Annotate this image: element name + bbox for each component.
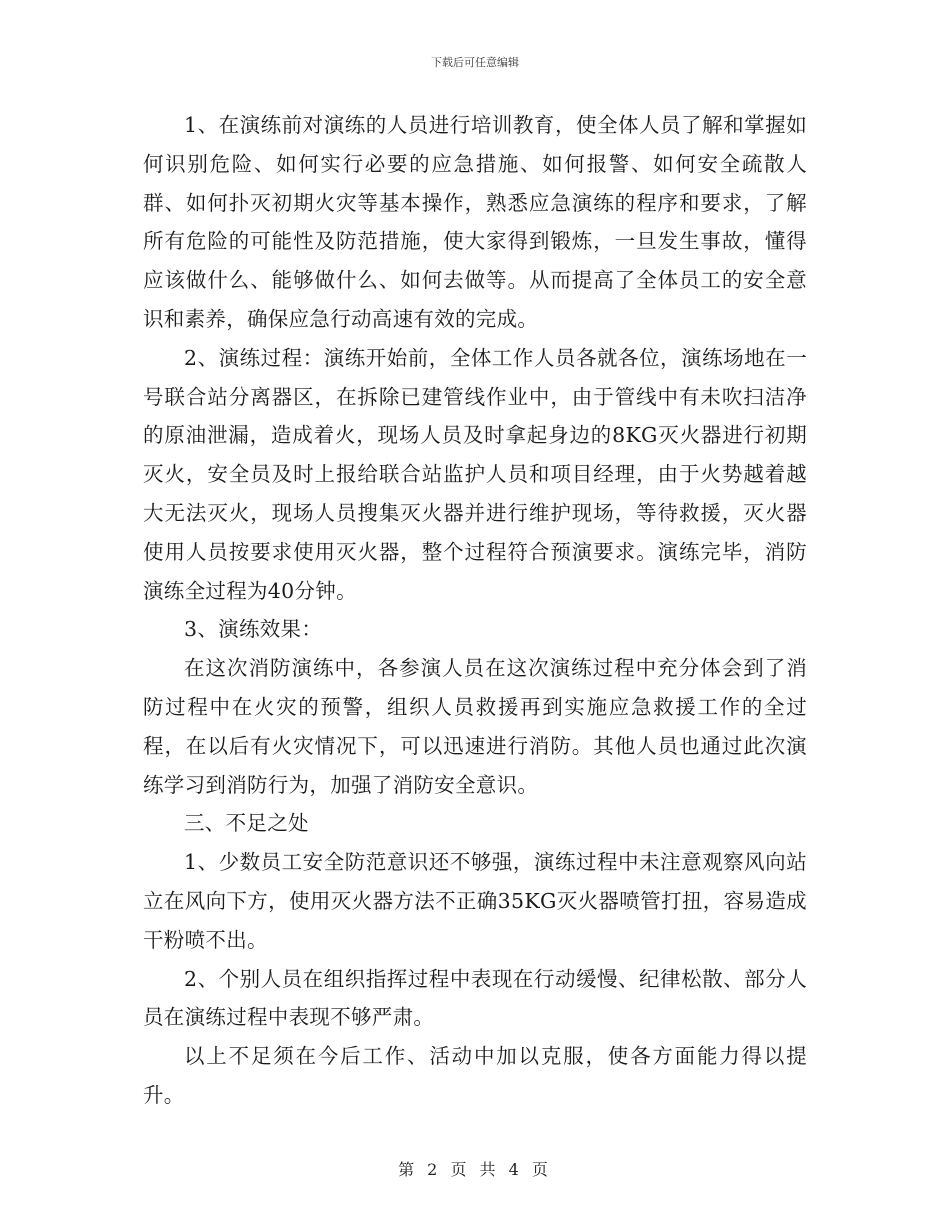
page-number-footer: 第 2 页 共 4 页 [398, 1160, 552, 1179]
paragraph-shortcoming-2: 2、个别人员在组织指挥过程中表现在行动缓慢、纪律松散、部分人员在演练过程中表现不够严肃。 [143, 966, 807, 1030]
paragraph-drill-effect: 在这次消防演练中，各参演人员在这次演练过程中充分体会到了消防过程中在火灾的预警，组织人员救援再到实施应急救援工作的全过程，在以后有火灾情况下，可以迅速进行消防。其他人员也通过此次演练学习到消防行为，加强了消防安全意识。 [143, 656, 807, 797]
paragraph-conclusion: 以上不足须在今后工作、活动中加以克服，使各方面能力得以提升。 [143, 1044, 807, 1107]
document-body [143, 106, 807, 1115]
paragraph-shortcoming-1: 1、少数员工安全防范意识还不够强，演练过程中未注意观察风向站立在风向下方，使用灭火器方法不正确35KG灭火器喷管打扭，容易造成干粉喷不出。 [143, 850, 807, 952]
paragraph-drill-process: 2、演练过程：演练开始前，全体工作人员各就各位，演练场地在一号联合站分离器区，在拆除已建管线作业中，由于管线中有未吹扫洁净的原油泄漏，造成着火，现场人员及时拿起身边的8KG灭火器进行初期灭火，安全员及时上报给联合站监护人员和项目经理，由于火势越着越大无法灭火，现场人员搜集灭火器并进行维护现场，等待救援，灭火器使用人员按要求使用灭火器，整个过程符合预演要求。演练完毕，消防演练全过程为40分钟。 [143, 345, 807, 603]
paragraph-training: 1、在演练前对演练的人员进行培训教育，使全体人员了解和掌握如何识别危险、如何实行必要的应急措施、如何报警、如何安全疏散人群、如何扑灭初期火灾等基本操作，熟悉应急演练的程序和要求，了解所有危险的可能性及防范措施，使大家得到锻炼，一旦发生事故，懂得应该做什么、能够做什么、如何去做等。从而提高了全体员工的安全意识和素养，确保应急行动高速有效的完成。 [143, 113, 807, 331]
section-heading-shortcomings: 三、不足之处 [184, 811, 309, 836]
paragraph-drill-effect-heading: 3、演练效果： [184, 617, 323, 642]
page-header: 下载后可任意编辑 [431, 56, 519, 69]
